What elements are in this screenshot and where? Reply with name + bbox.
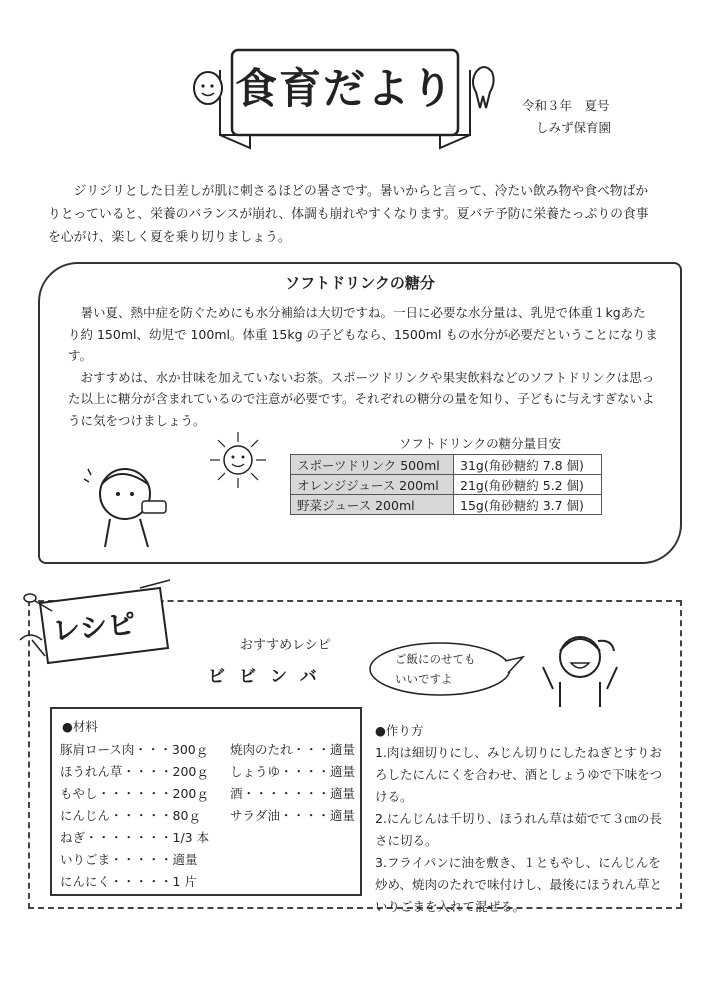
child-drinking-icon bbox=[80, 449, 180, 549]
ingredient-item: 豚肩ロース肉・・・300ｇ bbox=[60, 742, 209, 757]
radish-character-icon bbox=[194, 72, 222, 104]
drink-name: オレンジジュース 200ml bbox=[291, 475, 454, 495]
sugar-amount: 15g(角砂糖約 3.7 個) bbox=[454, 495, 602, 515]
steps-heading: ●作り方 bbox=[375, 723, 424, 738]
cook-girl-icon bbox=[535, 627, 625, 707]
ingredient-item: にんじん・・・・・80ｇ bbox=[60, 808, 201, 823]
sun-icon bbox=[208, 430, 268, 490]
steps-section bbox=[375, 720, 665, 918]
ingredient-item: いりごま・・・・・適量 bbox=[60, 852, 198, 867]
intro-paragraph: ジリジリとした日差しが肌に刺さるほどの暑さです。暑いからと言って、冷たい飲み物や食べ物ばかりとっていると、栄養のバランスが崩れ、体調も崩れやすくなります。夏バテ予防に栄養たっぷりの食事を心がけ、楽しく夏を乗り切りましょう。 bbox=[48, 184, 649, 245]
recipe-banner-label: レシピ bbox=[50, 607, 137, 648]
table-row bbox=[291, 475, 602, 495]
ingredient-item: しょうゆ・・・・適量 bbox=[230, 764, 356, 779]
body-paragraph: おすすめは、水か甘味を加えていないお茶。スポーツドリンクや果実飲料などのソフトドリンクは思った以上に糖分が含まれているので注意が必要です。それぞれの糖分の量を知り、子どもに与えすぎないように気をつけましょう。 bbox=[68, 369, 655, 428]
issue-label: 令和３年 夏号 bbox=[522, 98, 610, 113]
table-row bbox=[291, 455, 602, 475]
drink-name: 野菜ジュース 200ml bbox=[291, 495, 454, 515]
page-title: 食育だより bbox=[234, 64, 455, 113]
ingredient-item: にんにく・・・・・1 片 bbox=[60, 874, 197, 889]
ingredient-item: ねぎ・・・・・・・1/3 本 bbox=[60, 830, 210, 845]
table-caption: ソフトドリンクの糖分量目安 bbox=[398, 436, 562, 451]
recipe-name: ビビンバ bbox=[208, 667, 331, 687]
sugar-table bbox=[290, 454, 602, 515]
school-name: しみず保育園 bbox=[536, 120, 612, 135]
ingredient-item: 焼肉のたれ・・・適量 bbox=[230, 742, 356, 757]
step-item: 3.フライパンに油を敷き、１ともやし、にんじんを炒め、焼肉のたれで味付けし、最後にほうれん草といりごまを入れて混ぜる。 bbox=[375, 855, 663, 914]
ingredients-left-column bbox=[60, 739, 209, 893]
ingredient-item: もやし・・・・・・200ｇ bbox=[60, 786, 209, 801]
issue-meta bbox=[522, 95, 611, 139]
sugar-amount: 31g(角砂糖約 7.8 個) bbox=[454, 455, 602, 475]
section-body bbox=[68, 302, 658, 431]
whisk-icon bbox=[140, 580, 170, 588]
section-title: ソフトドリンクの糖分 bbox=[285, 274, 435, 292]
step-item: 1.肉は細切りにし、みじん切りにしたねぎとすりおろしたにんにくを合わせ、酒としょうゆで下味をつける。 bbox=[375, 745, 663, 804]
whisk-icon bbox=[20, 635, 45, 656]
ingredient-item: サラダ油・・・・適量 bbox=[230, 808, 355, 823]
sugar-amount: 21g(角砂糖約 5.2 個) bbox=[454, 475, 602, 495]
body-paragraph: 暑い夏、熱中症を防ぐためにも水分補給は大切ですね。一日に必要な水分量は、乳児で体重１kgあたり約 150ml、幼児で 100ml。体重 15kg の子どもなら、1500ml もの水分が必要だということになります。 bbox=[68, 305, 658, 363]
drink-name: スポーツドリンク 500ml bbox=[291, 455, 454, 475]
ingredient-item: ほうれん草・・・・200ｇ bbox=[60, 764, 209, 779]
ingredients-box bbox=[50, 707, 362, 896]
ingredients-heading: ●材料 bbox=[62, 719, 98, 734]
step-item: 2.にんじんは千切り、ほうれん草は茹でて３㎝の長さに切る。 bbox=[375, 811, 662, 848]
ingredient-item: 酒・・・・・・・適量 bbox=[230, 786, 356, 801]
speech-text: ご飯にのせても いいですよ bbox=[395, 652, 476, 686]
tooth-character-icon bbox=[473, 67, 494, 108]
recipe-subtitle: おすすめレシピ bbox=[240, 638, 331, 653]
ingredients-right-column bbox=[230, 739, 355, 827]
table-row bbox=[291, 495, 602, 515]
soft-drink-section bbox=[38, 262, 682, 564]
